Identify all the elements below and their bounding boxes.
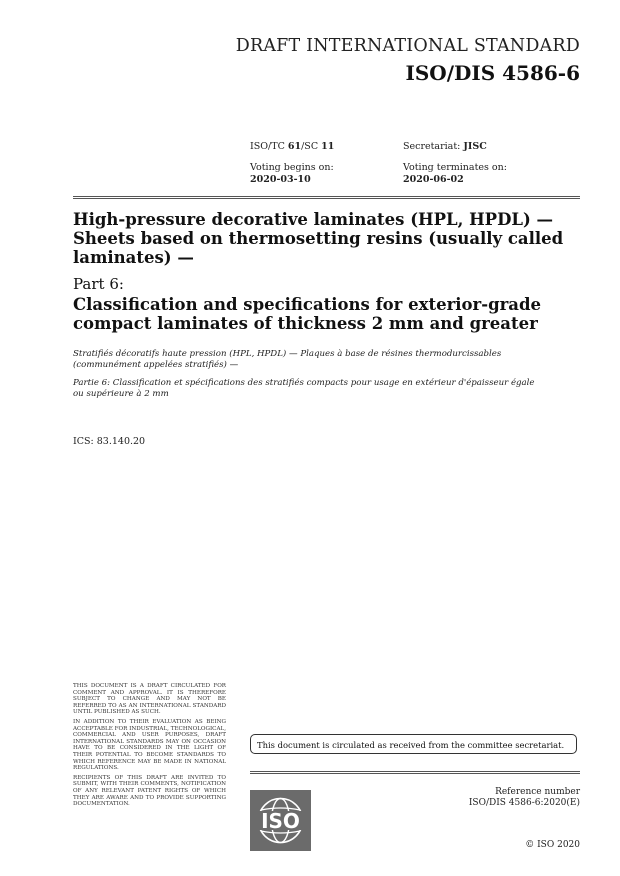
disclaimer-paragraph: THIS DOCUMENT IS A DRAFT CIRCULATED FOR COMMENT AND APPROVAL. IT IS THEREFORE SUBJECT TO CHANGE AND MAY NOT BE REFERRED TO AS AN INTERNATIONAL STANDARD UNTIL PUBLISHED AS SUCH. — [73, 683, 226, 716]
french-title-line: ou supérieure à 2 mm — [73, 389, 169, 399]
draft-disclaimer — [73, 683, 226, 811]
voting-begins-date: 2020-03-10 — [250, 174, 311, 185]
main-title-line: Sheets based on thermosetting resins (usually called — [73, 229, 564, 248]
main-title-line: High-pressure decorative laminates (HPL, HPDL) — — [73, 210, 554, 229]
secretariat-value: JISC — [463, 141, 487, 152]
voting-terminates-date: 2020-06-02 — [403, 174, 464, 185]
iso-logo-text: ISO — [261, 809, 300, 833]
french-title-line: Stratifiés décoratifs haute pression (HPL, HPDL) — Plaques à base de résines thermodurcissables — [73, 349, 502, 359]
french-main-title — [73, 349, 580, 371]
ics-code: ICS: 83.140.20 — [73, 436, 146, 447]
reference-block — [469, 787, 580, 809]
circulation-note: This document is circulated as received from the committee secretariat. — [250, 734, 577, 754]
voting-begins-label: Voting begins on: — [250, 162, 334, 173]
copyright: © ISO 2020 — [525, 840, 580, 850]
tc-prefix: ISO/TC — [250, 141, 288, 152]
french-title-line: Partie 6: Classification et spécifications des stratifiés compacts pour usage en extérieur d'épaisseur égale — [73, 378, 535, 388]
secretariat — [403, 141, 487, 153]
secretariat-label: Secretariat: — [403, 141, 464, 152]
main-title-line: laminates) — — [73, 248, 194, 267]
sc-number: 11 — [321, 141, 335, 152]
standard-type: DRAFT INTERNATIONAL STANDARD — [235, 36, 580, 56]
header-divider — [73, 196, 580, 199]
french-part-title — [73, 378, 580, 400]
standard-id: ISO/DIS 4586-6 — [405, 61, 580, 85]
reference-number: ISO/DIS 4586-6:2020(E) — [468, 798, 580, 808]
committee-ref — [250, 141, 334, 153]
tc-number: 61 — [287, 141, 302, 152]
voting-terminates-label: Voting terminates on: — [403, 162, 507, 173]
voting-terminates — [403, 162, 507, 186]
main-title — [73, 210, 573, 267]
french-title-line: (communément appelées stratifiés) — — [73, 360, 239, 370]
voting-begins — [250, 162, 334, 186]
reference-label: Reference number — [495, 787, 580, 797]
disclaimer-paragraph: RECIPIENTS OF THIS DRAFT ARE INVITED TO SUBMIT, WITH THEIR COMMENTS, NOTIFICATION OF ANY RELEVANT PATENT RIGHTS OF WHICH THEY ARE AWARE AND TO PROVIDE SUPPORTING DOCUMENTATION. — [73, 774, 226, 808]
disclaimer-paragraph: IN ADDITION TO THEIR EVALUATION AS BEING ACCEPTABLE FOR INDUSTRIAL, TECHNOLOGICAL, COMMERCIAL AND USER PURPOSES, DRAFT INTERNATIONAL STANDARDS MAY ON OCCASION HAVE TO BE CONSIDERED IN THE LIGHT OF THEIR POTENTIAL TO BECOME STANDARDS TO WHICH REFERENCE MAY BE MADE IN NATIONAL REGULATIONS. — [73, 718, 226, 772]
part-title-line: compact laminates of thickness 2 mm and greater — [73, 314, 538, 333]
part-title — [73, 295, 573, 333]
part-title-line: Classification and specifications for exterior-grade — [73, 295, 542, 314]
sc-prefix: /SC — [301, 141, 322, 152]
footer-divider — [250, 771, 580, 774]
part-label: Part 6: — [73, 275, 124, 293]
iso-logo-icon — [250, 790, 311, 851]
